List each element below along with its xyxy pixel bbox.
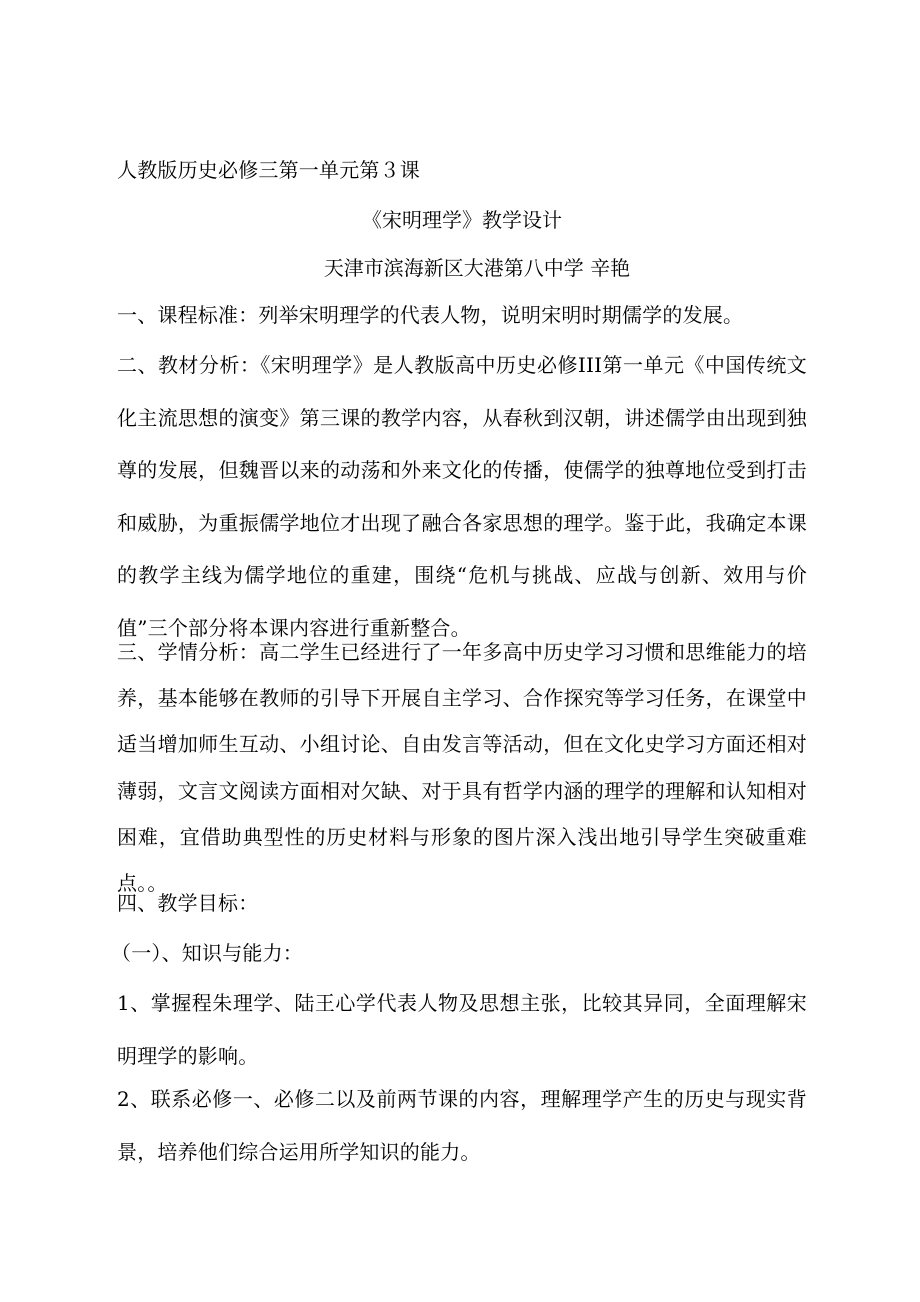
course-standard-paragraph: 一、课程标准：列举宋明理学的代表人物，说明宋明时期儒学的发展。 (117, 303, 744, 327)
objectives-heading: 四、教学目标： (117, 891, 259, 915)
textbook-analysis-paragraph: 二、教材分析：《宋明理学》是人教版高中历史必修III第一单元《中国传统文化主流思想的演变》第三课的教学内容，从春秋到汉朝，讲述儒学由出现到独尊的发展，但魏晋以来的动荡和外来文化的传播，使儒学的独尊地位受到打击和威胁，为重振儒学地位才出现了融合各家思想的理学。鉴于此，我确定本课的教学主线为儒学地位的重建，围绕“危机与挑战、应战与创新、效用与价值”三个部分将本课内容进行重新整合。 (117, 353, 807, 640)
objective-item-2: 2、联系必修一、必修二以及前两节课的内容，理解理学产生的历史与现实背景，培养他们综合运用所学知识的能力。 (117, 1087, 807, 1164)
knowledge-ability-subheading: （一）、知识与能力： (111, 941, 303, 965)
document-title: 《宋明理学》教学设计 (362, 208, 562, 232)
objective-item-1: 1、掌握程朱理学、陆王心学代表人物及思想主张，比较其异同，全面理解宋明理学的影响。 (117, 991, 807, 1068)
author-line: 天津市滨海新区大港第八中学 辛艳 (323, 256, 631, 280)
course-header-line: 人教版历史必修三第一单元第３课 (117, 158, 420, 182)
student-analysis-paragraph: 三、学情分析：高二学生已经进行了一年多高中历史学习习惯和思维能力的培养，基本能够在教师的引导下开展自主学习、合作探究等学习任务，在课堂中适当增加师生互动、小组讨论、自由发言等活动，但在文化史学习方面还相对薄弱，文言文阅读方面相对欠缺、对于具有哲学内涵的理学的理解和认知相对困难，宜借助典型性的历史材料与形象的图片深入浅出地引导学生突破重难点。。 (117, 640, 807, 896)
